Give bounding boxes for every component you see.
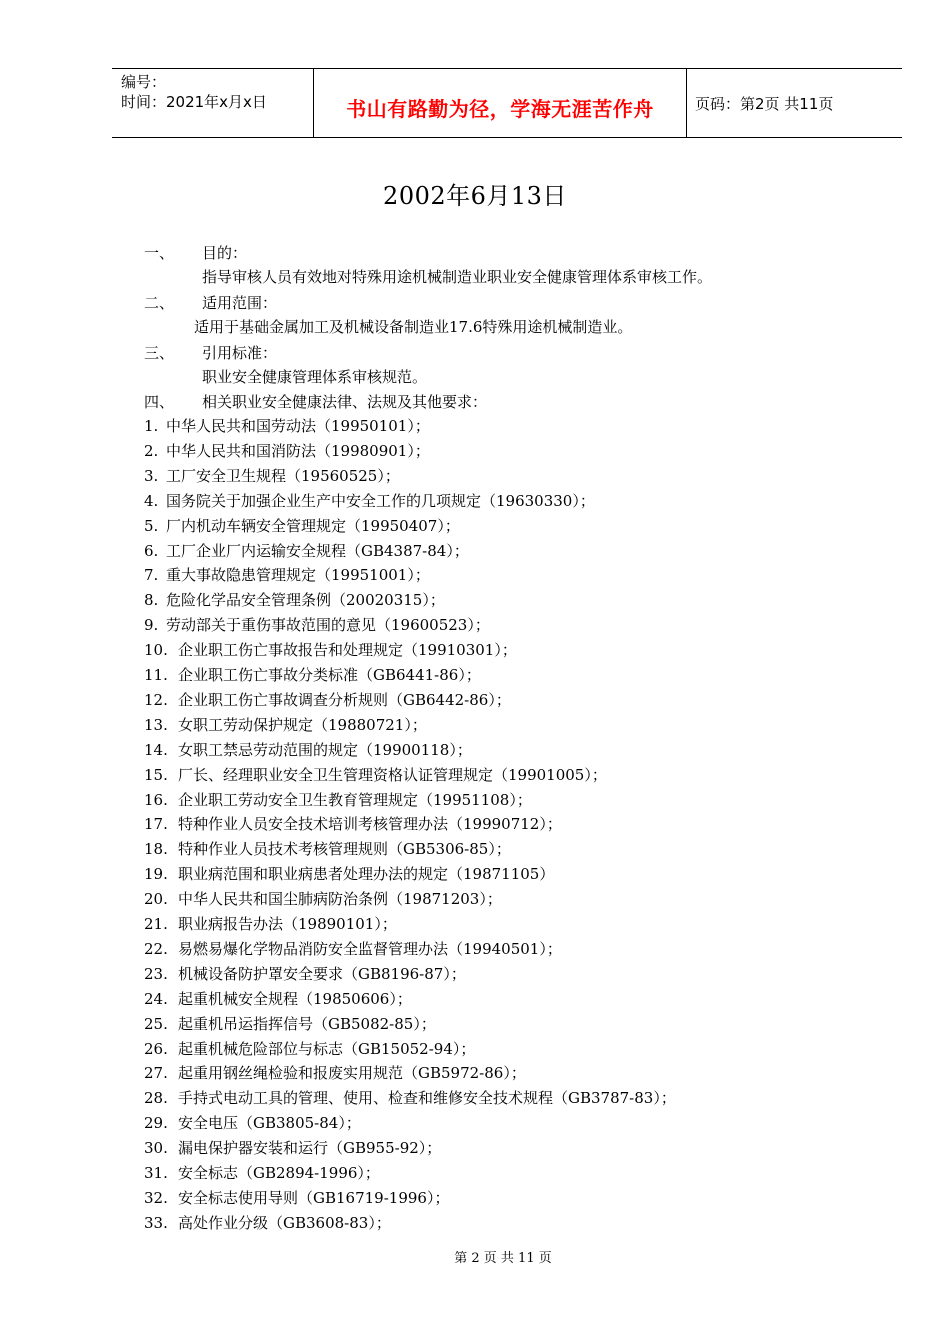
list-item — [144, 690, 511, 710]
list-item-number: 19. — [144, 865, 168, 884]
header-date: 时间：2021年x月x日 — [121, 93, 267, 111]
list-item-number: 7. — [144, 566, 159, 585]
list-item-number: 21. — [144, 915, 168, 933]
list-item-number: 20. — [144, 890, 168, 909]
list-item — [144, 1188, 449, 1208]
list-item-text: 安全电压（GB3805-84）； — [178, 1114, 361, 1133]
list-item — [144, 1088, 676, 1108]
motto: 书山有路勤为径，学海无涯苦作舟 — [346, 97, 654, 121]
list-item — [144, 541, 469, 561]
list-item-number: 32. — [144, 1188, 168, 1207]
list-item-text: 职业病报告办法（19890101）； — [178, 915, 397, 933]
list-item — [144, 416, 430, 436]
list-item-text: 机械设备防护罩安全要求（GB8196-87）； — [178, 964, 466, 983]
list-item-text: 起重用钢丝绳检验和报废实用规范（GB5972-86）； — [178, 1064, 526, 1083]
list-item-text: 高处作业分级（GB3608-83）； — [178, 1213, 391, 1232]
list-item-text: 危险化学品安全管理条例（20020315）； — [166, 591, 445, 610]
header-page-code: 页码：第2页 共11页 — [695, 95, 834, 113]
list-item-text: 劳动部关于重伤事故范围的意见（19600523）； — [166, 616, 490, 635]
list-item-text: 特种作业人员技术考核管理规则（GB5306-85）； — [178, 840, 511, 859]
list-item-text: 安全标志（GB2894-1996）； — [178, 1164, 380, 1182]
list-item-number: 27. — [144, 1064, 168, 1083]
list-item-number: 3. — [144, 466, 159, 485]
list-item-number: 15. — [144, 765, 168, 784]
list-item — [144, 565, 430, 585]
list-item-number: 11. — [144, 666, 168, 684]
list-item-number: 17. — [144, 815, 168, 834]
section-body: 指导审核人员有效地对特殊用途机械制造业职业安全健康管理体系审核工作。 — [202, 268, 713, 286]
list-item — [144, 889, 502, 909]
list-item — [144, 1039, 475, 1059]
list-item-number: 1. — [144, 417, 159, 435]
section-title: 引用标准： — [202, 344, 278, 362]
list-item — [144, 914, 397, 934]
list-item-text: 职业病范围和职业病患者处理办法的规定（19871105） — [178, 865, 555, 884]
section-number: 二、 — [144, 294, 175, 312]
list-item-number: 4. — [144, 491, 159, 510]
list-item-text: 手持式电动工具的管理、使用、检查和维修安全技术规程（GB3787-83）； — [178, 1089, 676, 1108]
list-item-text: 企业职工伤亡事故分类标准（GB6441-86）； — [178, 666, 481, 684]
list-item-text: 漏电保护器安装和运行（GB955-92）； — [178, 1139, 442, 1158]
page-footer: 第 2 页 共 11 页 — [454, 1251, 552, 1266]
header-page-cell — [686, 69, 902, 137]
list-item — [144, 665, 481, 685]
list-item-text: 厂内机动车辆安全管理规定（19950407）； — [166, 516, 460, 535]
list-item-number: 16. — [144, 790, 168, 809]
list-item-text: 重大事故隐患管理规定（19951001）； — [166, 566, 430, 585]
list-item — [144, 1163, 380, 1183]
list-item-number: 2. — [144, 441, 159, 460]
list-item-text: 企业职工劳动安全卫生教育管理规定（19951108）； — [178, 790, 532, 809]
list-item — [144, 1014, 436, 1034]
list-item-number: 5. — [144, 516, 159, 535]
section-number: 一、 — [144, 244, 175, 262]
list-item — [144, 491, 595, 511]
list-item-text: 起重机吊运指挥信号（GB5082-85）； — [178, 1014, 436, 1033]
list-item-number: 12. — [144, 690, 168, 709]
section-title: 目的： — [202, 244, 248, 262]
list-item-number: 25. — [144, 1014, 168, 1033]
list-item — [144, 964, 466, 984]
section-body: 职业安全健康管理体系审核规范。 — [202, 368, 428, 386]
serial-number-label: 编号： — [121, 73, 167, 91]
list-item — [144, 1138, 441, 1158]
list-item — [144, 790, 532, 810]
list-item-number: 22. — [144, 939, 168, 958]
section-number: 四、 — [144, 393, 175, 411]
section-title: 相关职业安全健康法律、法规及其他要求： — [202, 393, 488, 411]
list-item — [144, 466, 400, 486]
list-item — [144, 864, 554, 884]
list-item — [144, 590, 445, 610]
list-item-number: 23. — [144, 964, 168, 983]
list-item-text: 特种作业人员安全技术培训考核管理办法（19990712）； — [178, 815, 562, 834]
list-item-number: 29. — [144, 1114, 168, 1133]
list-item — [144, 1213, 391, 1233]
list-item — [144, 640, 517, 660]
list-item-number: 9. — [144, 616, 159, 635]
list-item-number: 24. — [144, 989, 168, 1008]
list-item-text: 企业职工伤亡事故调查分析规则（GB6442-86）； — [178, 690, 511, 709]
header-meta-cell — [112, 69, 313, 137]
list-item — [144, 615, 490, 635]
list-item-text: 企业职工伤亡事故报告和处理规定（19910301）； — [178, 641, 517, 660]
list-item — [144, 989, 412, 1009]
list-item — [144, 939, 562, 959]
list-item-number: 8. — [144, 591, 159, 610]
list-item-number: 14. — [144, 740, 168, 759]
list-item-text: 工厂安全卫生规程（19560525）； — [166, 466, 400, 485]
page-header — [112, 68, 902, 138]
list-item — [144, 839, 511, 859]
list-item-number: 18. — [144, 840, 168, 859]
list-item — [144, 814, 562, 834]
list-item-text: 中华人民共和国消防法（19980901）； — [166, 441, 430, 460]
list-item-number: 33. — [144, 1213, 168, 1232]
list-item — [144, 1063, 526, 1083]
list-item-text: 中华人民共和国尘肺病防治条例（19871203）； — [178, 890, 502, 909]
list-item — [144, 715, 427, 735]
list-item — [144, 765, 607, 785]
list-item-text: 安全标志使用导则（GB16719-1996）； — [178, 1188, 450, 1207]
list-item-text: 工厂企业厂内运输安全规程（GB4387-84）； — [166, 541, 469, 560]
list-item — [144, 441, 430, 461]
section-title: 适用范围： — [202, 294, 278, 312]
list-item-number: 28. — [144, 1089, 168, 1108]
list-item — [144, 516, 460, 536]
list-item — [144, 1113, 361, 1133]
list-item-number: 26. — [144, 1039, 168, 1058]
header-motto-cell — [313, 69, 687, 137]
section-number: 三、 — [144, 344, 175, 362]
list-item-text: 起重机械安全规程（19850606）； — [178, 989, 412, 1008]
list-item-number: 10. — [144, 641, 168, 660]
section-body: 适用于基础金属加工及机械设备制造业17.6特殊用途机械制造业。 — [194, 318, 633, 336]
list-item-number: 6. — [144, 541, 159, 560]
list-item-number: 13. — [144, 715, 168, 734]
list-item-text: 女职工劳动保护规定（19880721）； — [178, 715, 427, 734]
document-date: 2002年6月13日 — [383, 182, 567, 210]
list-item-text: 中华人民共和国劳动法（19950101）； — [166, 417, 430, 435]
list-item-number: 30. — [144, 1139, 168, 1158]
list-item-text: 女职工禁忌劳动范围的规定（19900118）； — [178, 740, 472, 759]
list-item-number: 31. — [144, 1164, 168, 1182]
list-item-text: 国务院关于加强企业生产中安全工作的几项规定（19630330）； — [166, 491, 595, 510]
list-item-text: 易燃易爆化学物品消防安全监督管理办法（19940501）； — [178, 939, 562, 958]
list-item-text: 起重机械危险部位与标志（GB15052-94）； — [178, 1039, 476, 1058]
list-item — [144, 740, 472, 760]
list-item-text: 厂长、经理职业安全卫生管理资格认证管理规定（19901005）； — [178, 765, 607, 784]
